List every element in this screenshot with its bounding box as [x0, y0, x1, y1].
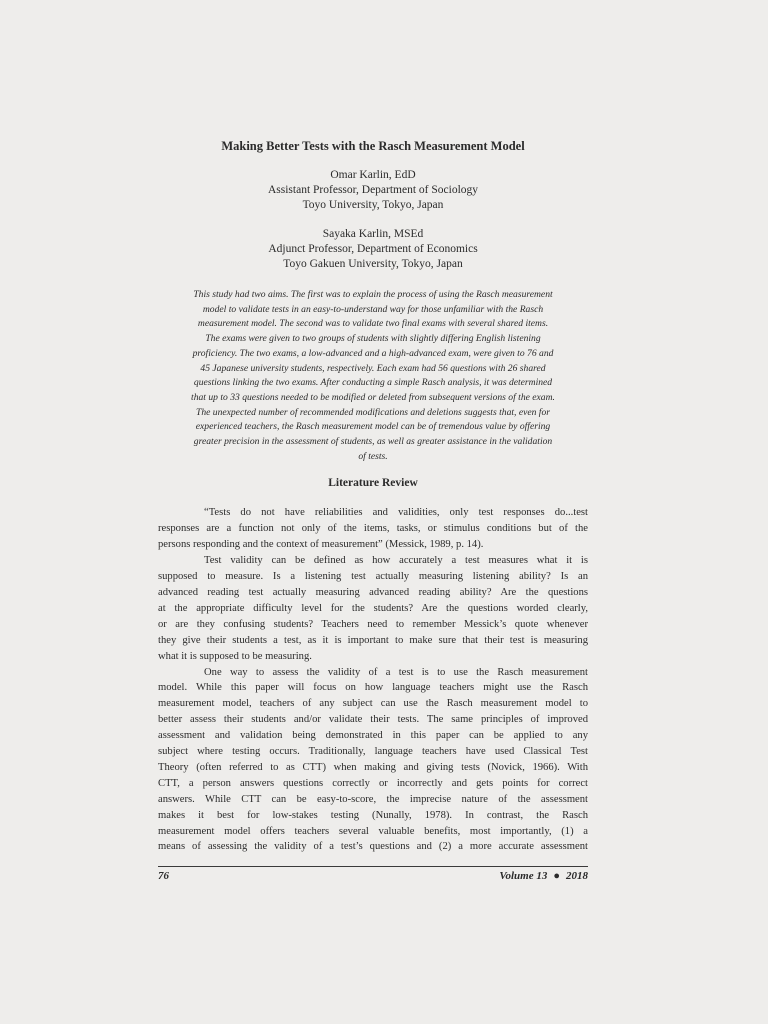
- abstract-line: of tests.: [358, 450, 388, 462]
- text-line: makes it best for low-stakes testing (Nunally, 1978). In contrast, the Rasch: [158, 809, 588, 821]
- text-line: One way to assess the validity of a test is to use the Rasch measurement: [204, 666, 588, 678]
- text-line: Test validity can be defined as how accurately a test measures what it is: [204, 555, 588, 567]
- text-line: means of assessing the validity of a test’s questions and (2) a more accurate assessment: [158, 841, 588, 853]
- article-title: Making Better Tests with the Rasch Measurement Model: [221, 139, 525, 153]
- abstract-line: questions linking the two exams. After conducting a simple Rasch analysis, it was determined: [193, 377, 553, 389]
- section-heading: Literature Review: [328, 477, 418, 490]
- volume-info: [499, 869, 588, 883]
- abstract-line: 45 Japanese university students, respectively. Each exam had 56 questions with 26 shared: [200, 362, 546, 374]
- author-position: Adjunct Professor, Department of Economics: [268, 243, 478, 255]
- footer-rule: [158, 866, 588, 867]
- paragraph-2: [158, 553, 588, 664]
- article-content: [158, 130, 588, 855]
- text-line: advanced reading test actually measuring advanced reading ability? Are the questions: [158, 586, 588, 598]
- abstract-line: This study had two aims. The first was to explain the process of using the Rasch measurement: [193, 289, 553, 300]
- paragraph-1: [158, 505, 588, 553]
- text-line: assessment and validation being demonstrated in this paper can be applied to any: [158, 730, 588, 742]
- text-line: responses are a function not only of the items, tasks, or stimulus conditions but of the: [158, 523, 588, 535]
- bullet-icon: ●: [553, 870, 560, 882]
- text-line: Theory (often referred to as CTT) when making and giving tests (Novick, 1966). With: [158, 761, 588, 773]
- text-line: measurement model offers teachers several valuable benefits, most importantly, (1) a: [158, 825, 588, 837]
- page-footer: [158, 869, 588, 883]
- body-text: [158, 505, 588, 855]
- text-line: subject where testing occurs. Traditionally, language teachers have used Classical Test: [158, 746, 588, 758]
- author-name: Sayaka Karlin, MSEd: [322, 228, 424, 240]
- text-line: answers. While CTT can be easy-to-score, the imprecise nature of the assessment: [158, 793, 588, 805]
- text-line: supposed to measure. Is a listening test actually measuring listening ability? Is an: [158, 571, 588, 583]
- text-line: CTT, a person answers questions correctly or incorrectly and gets points for correct: [158, 777, 588, 789]
- abstract-line: experienced teachers, the Rasch measurement model can be of tremendous value by offering: [195, 421, 551, 433]
- text-line: what it is supposed to be measuring.: [158, 650, 312, 662]
- author-block-1: [158, 168, 588, 213]
- abstract-line: The exams were given to two groups of students with slightly differing English listening: [205, 333, 541, 345]
- abstract-line: model to validate tests in an easy-to-understand way for those unfamiliar with the Rasch: [202, 303, 544, 315]
- author-name: Omar Karlin, EdD: [330, 169, 416, 181]
- text-line: “Tests do not have reliabilities and validities, only test responses do...test: [204, 507, 588, 519]
- author-block-2: [158, 227, 588, 272]
- text-line: at the appropriate difficulty level for the students? Are the questions worded clearly,: [158, 602, 588, 614]
- text-line: they give their students a test, as it is important to make sure that their test is measuring: [158, 634, 588, 646]
- text-line: model. While this paper will focus on how language teachers might use the Rasch: [158, 682, 588, 694]
- text-line: persons responding and the context of measurement” (Messick, 1989, p. 14).: [158, 539, 484, 551]
- text-line: or are they confusing students? Teachers need to remember Messick’s quote whenever: [158, 618, 588, 630]
- abstract-line: greater precision in the assessment of students, as well as greater assistance in the validation: [193, 436, 553, 448]
- text-line: measurement model, teachers of any subject can use the Rasch measurement model to: [158, 698, 588, 710]
- author-position: Assistant Professor, Department of Sociology: [267, 184, 479, 196]
- author-affiliation: Toyo Gakuen University, Tokyo, Japan: [283, 258, 463, 270]
- paragraph-3: [158, 665, 588, 856]
- abstract-line: proficiency. The two exams, a low-advanced and a high-advanced exam, were given to 76 and: [192, 347, 554, 359]
- abstract: [158, 288, 588, 464]
- abstract-line: that up to 33 questions needed to be modified or deleted from subsequent versions of the exam.: [191, 391, 555, 403]
- page-number: 76: [158, 870, 169, 882]
- abstract-line: The unexpected number of recommended modifications and deletions suggests that, even for: [195, 406, 550, 418]
- volume-label: Volume 13: [499, 870, 548, 882]
- abstract-line: measurement model. The second was to validate two final exams with several shared items.: [197, 318, 549, 330]
- year-label: 2018: [566, 870, 588, 882]
- author-affiliation: Toyo University, Tokyo, Japan: [302, 199, 444, 211]
- text-line: better assess their students and/or validate their tests. The same principles of improved: [158, 714, 588, 726]
